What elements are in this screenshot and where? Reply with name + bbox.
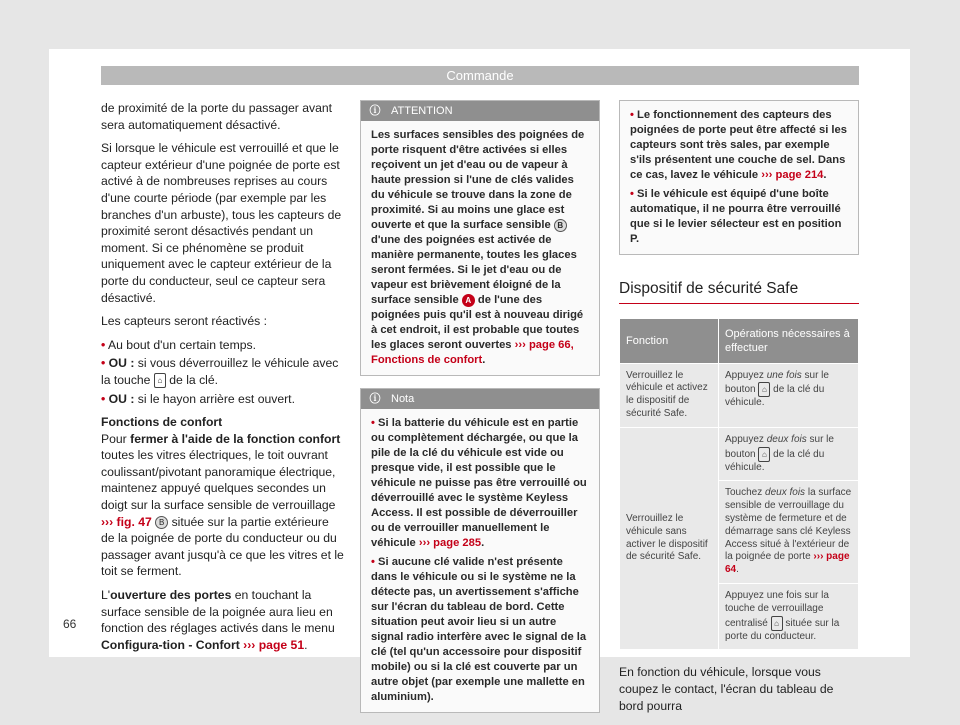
note-body	[361, 409, 599, 712]
subheading: Fonctions de confort	[101, 415, 223, 430]
paragraph: de proximité de la porte du passager avant sera automatiquement désactivé.	[101, 101, 333, 132]
lock-key-icon: ⌂	[758, 382, 770, 397]
column-middle	[360, 100, 600, 725]
warning-icon: ⓘ	[369, 105, 381, 117]
list-item: • Si la batterie du véhicule est en partie ou complètement déchargée, ou que la pile de la clé du véhicule est vide ou presque vide, il est possible que le véhicule ne puisse pas être verrouillé ou déverrouillé avec le système Keyless Access. Il est possible de déverrouiller ou de verrouiller manuellement le véhicule ››› page 285.	[371, 417, 587, 549]
table-header-row	[620, 318, 859, 363]
note-box	[360, 388, 600, 713]
callout-a-icon: A	[462, 294, 475, 307]
page-link[interactable]: ››› page 66, Fonctions de confort	[371, 339, 574, 366]
list-item: • Au bout d'un certain temps.	[101, 337, 256, 352]
paragraph: Si lorsque le véhicule est verrouillé et que le capteur extérieur d'une poignée de porte est activé à de nombreuses reprises au cours d'une courte période (par exemple par les branches d'un arbuste), tous les capteurs de proximité seront désactivés pendant un moment. Si ce phénomène se produit uniquement avec le capteur extérieur de la porte du conducteur, seul ce capteur sera désactivé.	[101, 141, 342, 305]
paragraph: Les capteurs seront réactivés :	[101, 314, 267, 329]
list-item: • Si aucune clé valide n'est présente dans le véhicule ou si le système ne la détecte pas, un avertissement s'affiche sur l'écran du tableau de bord. Cette situation peut avoir lieu si un autre signal radio interfère avec le signal de la clé (tel qu'un accessoire pour dispositif mobile) ou si la clé est couverte par un autre objet (par exemple une mallette en aluminium).	[371, 556, 587, 703]
attention-body: Les surfaces sensibles des poignées de porte risquent d'être activées si elles reçoivent un jet d'eau ou de vapeur à haute pression si l'une de clés valides du véhicule se trouve dans la zone de proximité. Si au moins une glace est ouverte et que la surface sensible B d'une des poignées est activée de manière permanente, toutes les glaces seront fermées. Si le jet d'eau ou de vapeur est brièvement éloigné de la surface sensible A de l'une des poignées puis qu'il est à nouveau dirigé à cet endroit, il est probable que toutes les glaces seront ouvertes ››› page 66, Fonctions de confort.	[371, 129, 585, 366]
fig-link[interactable]: ››› fig. 47	[101, 514, 152, 529]
bullet-icon: •	[630, 188, 634, 200]
unlock-key-icon: ⌂	[154, 373, 166, 388]
page-link[interactable]: ››› page 214	[761, 169, 824, 181]
table-cell: Touchez deux fois la surface sensible de verrouillage du système de fermeture et de démarrage sans clé Keyless Access situé à l'extérieur de la poignée de porte ››› page 64.	[719, 481, 859, 584]
section-title: Dispositif de sécurité Safe	[619, 281, 859, 304]
lock-key-icon: ⌂	[758, 447, 770, 462]
list-item: • Si le véhicule est équipé d'une boîte automatique, il ne pourra être verrouillé que si le levier sélecteur est en position P.	[630, 188, 842, 245]
attention-box	[360, 100, 600, 376]
column-header: Opérations nécessaires à effectuer	[719, 318, 859, 363]
page-link[interactable]: ››› page 51	[243, 637, 305, 652]
column-right	[619, 100, 859, 714]
page-link[interactable]: ››› page 285	[418, 537, 482, 549]
central-lock-icon: ⌂	[771, 616, 783, 631]
column-header: Fonction	[620, 318, 719, 363]
table-cell: Appuyez deux fois sur le bouton ⌂ de la clé du véhicule.	[719, 427, 859, 481]
note-header: ⓘ Nota	[361, 389, 599, 409]
paragraph: En fonction du véhicule, lorsque vous coupez le contact, l'écran du tableau de bord pourra	[619, 665, 834, 713]
table-cell: Appuyez une fois sur la touche de verrouillage centralisé ⌂ située sur la porte du conducteur.	[719, 583, 859, 649]
table-row	[620, 363, 859, 427]
callout-b-icon: B	[155, 516, 168, 529]
list-item: • OU : si le hayon arrière est ouvert.	[101, 391, 295, 406]
bullet-icon: •	[371, 417, 375, 429]
page-link[interactable]: ››› page 64	[725, 551, 850, 576]
bullet-icon: •	[101, 391, 106, 406]
column-left	[101, 100, 344, 660]
bullet-icon: •	[101, 337, 106, 352]
safe-table	[619, 318, 859, 651]
table-cell: Appuyez une fois sur le bouton ⌂ de la clé du véhicule.	[719, 363, 859, 427]
bullet-icon: •	[101, 356, 106, 371]
table-cell: Verrouillez le véhicule et activez le dispositif de sécurité Safe.	[620, 363, 719, 427]
note-icon: ⓘ	[369, 393, 381, 405]
table-cell: Verrouillez le véhicule sans activer le dispositif de sécurité Safe.	[620, 427, 719, 650]
list-item: • OU : si vous déverrouillez le véhicule avec la touche ⌂ de la clé.	[101, 356, 339, 387]
page-number: 66	[63, 617, 77, 631]
callout-b-icon: B	[554, 219, 567, 232]
table-row	[620, 427, 859, 481]
paragraph: L'ouverture des portes en touchant la surface sensible de la poignée aura lieu en fonction des réglages activés dans le menu Configura-tion - Confort ››› page 51.	[101, 588, 335, 652]
list-item: • Le fonctionnement des capteurs des poignées de porte peut être affecté si les capteurs sont très sales, par exemple s'ils présentent une couche de sel. Dans ce cas, lavez le véhicule ››› page 214.	[630, 109, 847, 181]
page-header: Commande	[101, 66, 859, 85]
attention-header: ⓘ ATTENTION	[361, 101, 599, 121]
bullet-icon: •	[371, 556, 375, 568]
note-continuation-body	[620, 101, 858, 254]
note-continuation-box	[619, 100, 859, 255]
bullet-icon: •	[630, 109, 634, 121]
paragraph: Pour fermer à l'aide de la fonction confort toutes les vitres électriques, le toit ouvrant coulissant/pivotant panoramique électrique, maintenez appuyé quelques secondes un doigt sur la surface sensible de verrouillage ››› fig. 47 B située sur la partie extérieure de la poignée de porte du conducteur ou du passager avant jusqu'à ce que les vitres et le toit se ferment.	[101, 431, 344, 579]
